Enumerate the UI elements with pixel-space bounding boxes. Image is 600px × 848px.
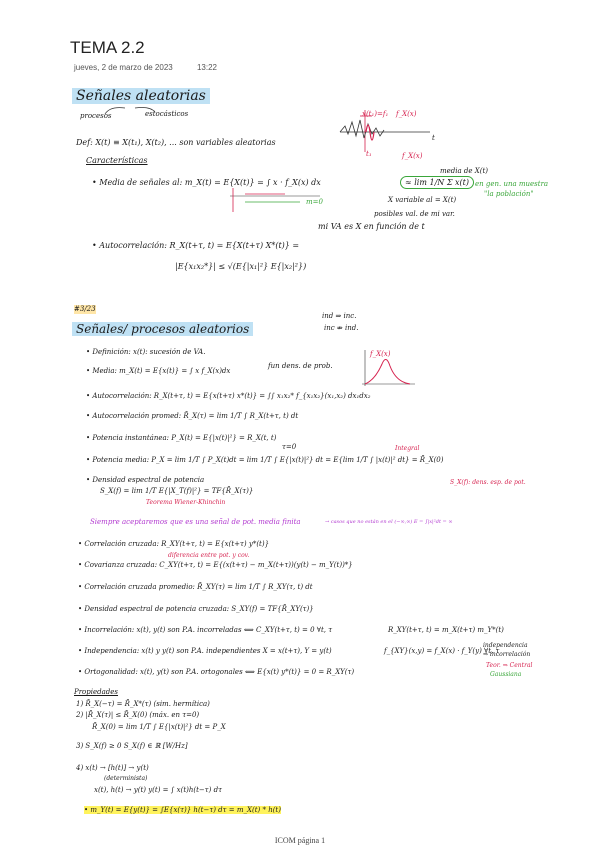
prop-2b: R̄_X(0) = lim 1/T ∫ E{|x(t)|²} dt = P_X [92,723,226,731]
def-line: Def: X(t) ≡ X(t₁), X(t₂), ... son variables aleatorias [76,138,276,147]
densidad-eq: S_X(f) = lim 1/T E{|X_T(f)|²} = TF{R̄_X(τ)} [100,487,254,495]
autocorr-line: • Autocorrelación: R_X(t+τ, t) = E{X(t+τ) X*(t)} = [92,241,300,250]
bracket-arrows [100,104,160,116]
dens-cruzada-line: • Densidad espectral de potencia cruzada: S_XY(f) = TF{R̄_XY(τ)} [78,605,314,613]
autocorr-line2: |E{x₁x₂*}| ≤ √(E{|x₁|²} E{|x₂|²}) [175,262,307,271]
caracteristicas-heading: Características [86,156,148,165]
media-approx: ≈ lim 1/N Σ x(t) [400,176,474,189]
indep-side4: Gaussiana [490,671,522,678]
pot-inst-line: • Potencia instantánea: P_X(t) = E{|x(t)|²} = R_X(t, t) [86,434,277,442]
cov-cruzada-line: • Covarianza cruzada: C_XY(t+τ, t) = E{(x(t+τ) − m_X(t+τ))(y(t) − m_Y(t))*} [78,561,353,569]
time-text: 13:22 [196,63,217,72]
graph-label-t: t [432,134,435,142]
propiedades-heading: Propiedades [74,688,119,696]
incorrelacion-r: R_XY(t+τ, t) = m_X(t+τ) m_Y*(t) [388,626,504,634]
date-text: jueves, 2 de marzo de 2023 [74,63,173,72]
posibles-nota: posibles val. de mi var. [374,210,455,218]
autocorr2-line: • Autocorrelación: R_X(t+τ, t) = E{x(t+τ) x*(t)} = ∫∫ x₁x₂* f_{x₁x₂}(x₁,x₂) dx₁dx₂ [86,392,371,400]
densidad-note: Teorema Wiener-Khinchin [146,499,226,506]
date-tag: #3/23 [74,305,96,313]
variable-nota: X variable al = X(t) [388,196,457,204]
inc-ind: inc ⇏ ind. [324,324,359,332]
prop-4: 4) x(t) → [h(t)] → y(t) [76,764,149,772]
indep-side3: Teor. ⇒ Central [486,662,533,669]
independencia-f: f_{XY}(x,y) = f_X(x) · f_Y(y) ∀t, τ [384,647,500,655]
procesos-label: procesos [80,112,112,120]
graph-label-fx: f_X(x) [396,110,417,118]
siempre-line2: → casos que no están en el (−∞,∞) E = ∫|x|²dt = ∞ [325,519,453,525]
prop-4b: x(t), h(t) → y(t) y(t) = ∫ x(t)h(t−τ) dτ [94,786,222,794]
media-nota3: "la población" [484,190,534,198]
pdf-curve-label: f_X(x) [370,350,391,358]
corr-prom-line: • Correlación cruzada promedio: R̄_XY(τ) = lim 1/T ∫ R_XY(τ, t) dt [78,583,313,591]
mi-va-line: mi VA es X en función de t [318,222,425,231]
ind-inc: ind ⇒ inc. [322,312,357,320]
dens-prob-label: fun dens. de prob. [268,362,333,370]
autocorr-prom-line: • Autocorrelación promed: R̄_X(τ) = lim 1/T ∫ R_X(t+τ, t) dt [86,412,299,420]
section1-heading: Señales aleatorias [72,88,210,104]
prop-2: 2) |R̄_X(τ)| ≤ R̄_X(0) (máx. en τ=0) [76,711,200,719]
media-nota2: en gen. una muestra [475,180,549,188]
graph-m0: m=0 [306,198,323,206]
prop-3: 3) S_X(f) ≥ 0 S_X(f) ∈ ℝ [W/Hz] [76,742,188,750]
page-title: TEMA 2.2 [70,38,145,57]
graph-label-t1: t₁ [366,150,372,158]
estocasticos-label: estocásticos [145,110,189,118]
independencia-line: • Independencia: x(t) y y(t) son P.A. independientes X = x(t+τ), Y = y(t) [78,647,332,655]
graph-label-top: x(t₁)=f₁ [362,110,389,118]
prop-4c: • m_Y(t) = E{y(t)} = ∫E{x(τ)} h(t−τ) dτ = m_X(t) * h(t) [84,806,281,814]
pot-inst-tau: τ=0 [282,443,297,451]
prop-1: 1) R̄_X(−τ) = R̄_X*(τ) (sim. hermítica) [76,700,210,708]
section2-heading: Señales/ procesos aleatorios [72,322,253,336]
page-footer: ICOM página 1 [274,836,326,845]
prop-4-sub: (determinista) [104,775,148,782]
definicion-line: • Definición: x(t): sucesión de VA. [86,348,206,356]
densidad-line: • Densidad espectral de potencia [86,476,205,484]
media-nota1: media de X(t) [440,167,489,175]
pot-media-line: • Potencia media: P_X = lim 1/T ∫ P_X(t)dt = lim 1/T ∫ E{|x(t)|²} dt = E{lim 1/T ∫ |x(t)|² dt} = R̄_X(0) [86,456,444,464]
media2-line: • Media: m_X(t) = E{x(t)} = ∫ x f_X(x)dx [86,367,231,375]
siempre-line: Siempre aceptaremos que es una señal de pot. media finita [90,518,301,526]
incorrelacion-line: • Incorrelación: x(t), y(t) son P.A. incorreladas ⟺ C_XY(t+τ, t) = 0 ∀t, τ [78,626,333,634]
media-graph [225,186,375,216]
graph-label-fx2: f_X(x) [402,152,423,160]
corr-cruzada-line: • Correlación cruzada: R_XY(t+τ, t) = E{x(t+τ) y*(t)} [78,540,270,548]
densidad-side: S_X(f): dens. esp. de pot. [450,479,526,486]
page-date [74,63,239,72]
pot-media-note: Integral [395,445,420,452]
cov-note: diferencia entre pot. y cov. [168,552,250,559]
ortogonalidad-line: • Ortogonalidad: x(t), y(t) son P.A. ortogonales ⟺ E{x(t) y*(t)} = 0 = R_XY(τ) [78,668,355,676]
indep-side1: independencia [483,642,528,649]
media-line: • Media de señales al: m_X(t) = E{X(t)} = ∫ x · f_X(x) dx [92,178,321,187]
indep-side2: ⇒ incorrelación [483,651,531,658]
